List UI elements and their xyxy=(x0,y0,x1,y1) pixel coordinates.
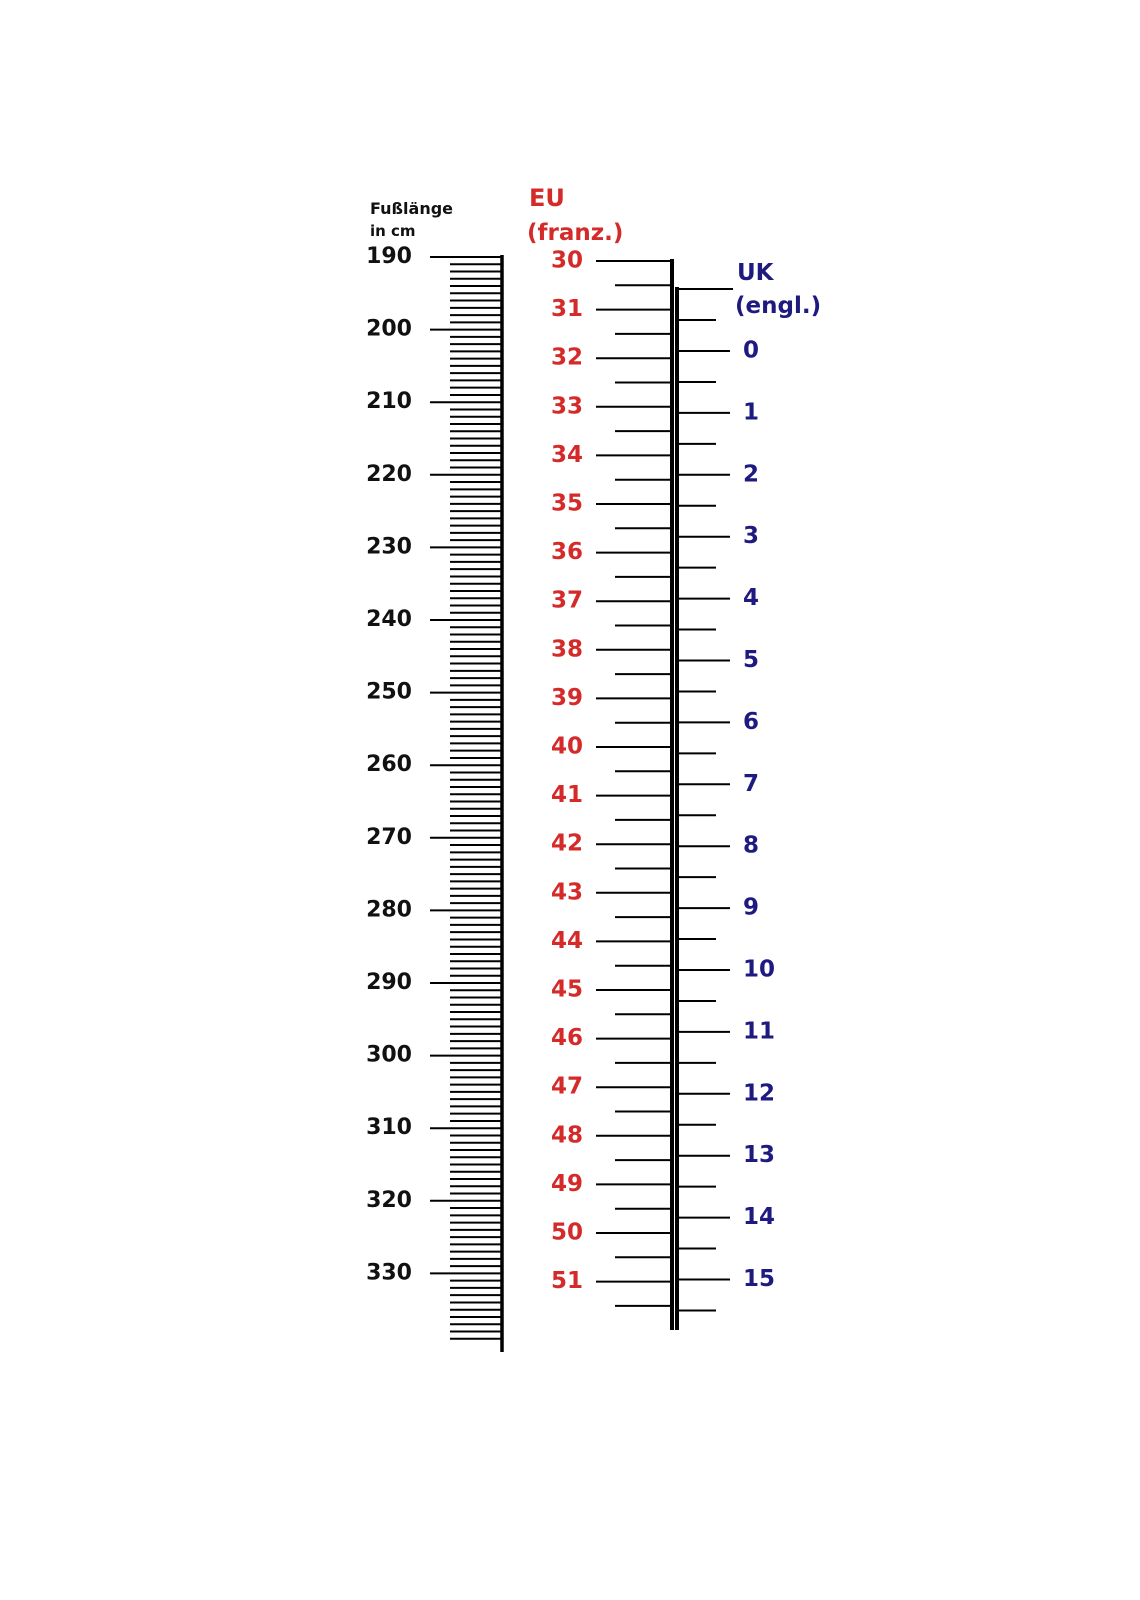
tick-label: 46 xyxy=(550,1025,584,1052)
tick-label: 2 xyxy=(743,461,760,488)
tick-label: 51 xyxy=(550,1268,584,1295)
tick-label: 44 xyxy=(550,927,584,954)
cm-header-line2: in cm xyxy=(370,222,416,240)
tick-label: 30 xyxy=(550,247,584,274)
tick-label: 260 xyxy=(366,752,412,778)
tick-label: 34 xyxy=(550,441,584,468)
tick-label: 12 xyxy=(743,1080,776,1107)
tick-label: 200 xyxy=(366,316,412,342)
tick-label: 43 xyxy=(550,879,584,906)
tick-label: 220 xyxy=(366,461,412,487)
tick-label: 41 xyxy=(550,782,584,809)
tick-label: 37 xyxy=(550,587,584,614)
tick-label: 8 xyxy=(743,832,760,859)
tick-label: 35 xyxy=(550,490,584,517)
tick-label: 11 xyxy=(743,1018,776,1045)
tick-label: 230 xyxy=(366,534,412,560)
tick-label: 45 xyxy=(550,976,584,1003)
tick-label: 38 xyxy=(550,636,584,663)
tick-label: 310 xyxy=(366,1115,412,1141)
tick-label: 330 xyxy=(366,1260,412,1286)
tick-label: 36 xyxy=(550,539,584,566)
tick-label: 5 xyxy=(743,647,760,673)
tick-label: 42 xyxy=(550,830,584,857)
tick-label: 50 xyxy=(550,1219,584,1246)
tick-label: 280 xyxy=(366,897,412,923)
tick-label: 33 xyxy=(550,393,584,420)
tick-label: 270 xyxy=(366,824,412,850)
tick-label: 14 xyxy=(743,1204,776,1231)
eu-header-line2: (franz.) xyxy=(527,220,624,246)
tick-label: 320 xyxy=(366,1187,412,1213)
tick-label: 4 xyxy=(743,585,760,612)
uk-scale xyxy=(677,287,775,1330)
tick-label: 0 xyxy=(743,337,760,364)
tick-label: 10 xyxy=(743,956,776,983)
eu-header-line1: EU xyxy=(529,184,565,212)
tick-label: 6 xyxy=(743,708,760,735)
tick-label: 240 xyxy=(366,607,412,632)
tick-label: 39 xyxy=(550,684,584,711)
eu-scale xyxy=(551,248,672,1331)
uk-header-line2: (engl.) xyxy=(735,293,822,319)
tick-label: 15 xyxy=(743,1266,776,1292)
tick-label: 290 xyxy=(366,970,412,995)
tick-label: 31 xyxy=(550,296,584,323)
tick-label: 1 xyxy=(743,399,760,426)
tick-label: 210 xyxy=(366,389,412,415)
uk-header-line1: UK xyxy=(737,260,774,286)
tick-label: 7 xyxy=(743,770,760,797)
tick-label: 13 xyxy=(743,1142,776,1169)
tick-label: 49 xyxy=(550,1170,584,1197)
tick-label: 250 xyxy=(366,679,412,705)
cm-scale xyxy=(366,244,502,1352)
tick-label: 48 xyxy=(550,1122,584,1149)
tick-label: 32 xyxy=(550,344,584,371)
tick-label: 300 xyxy=(366,1042,412,1068)
tick-label: 40 xyxy=(550,733,584,760)
tick-label: 3 xyxy=(743,523,760,550)
tick-label: 9 xyxy=(743,894,760,921)
cm-header-line1: Fußlänge xyxy=(370,199,454,218)
tick-label: 47 xyxy=(550,1073,584,1100)
tick-label: 190 xyxy=(366,244,412,269)
